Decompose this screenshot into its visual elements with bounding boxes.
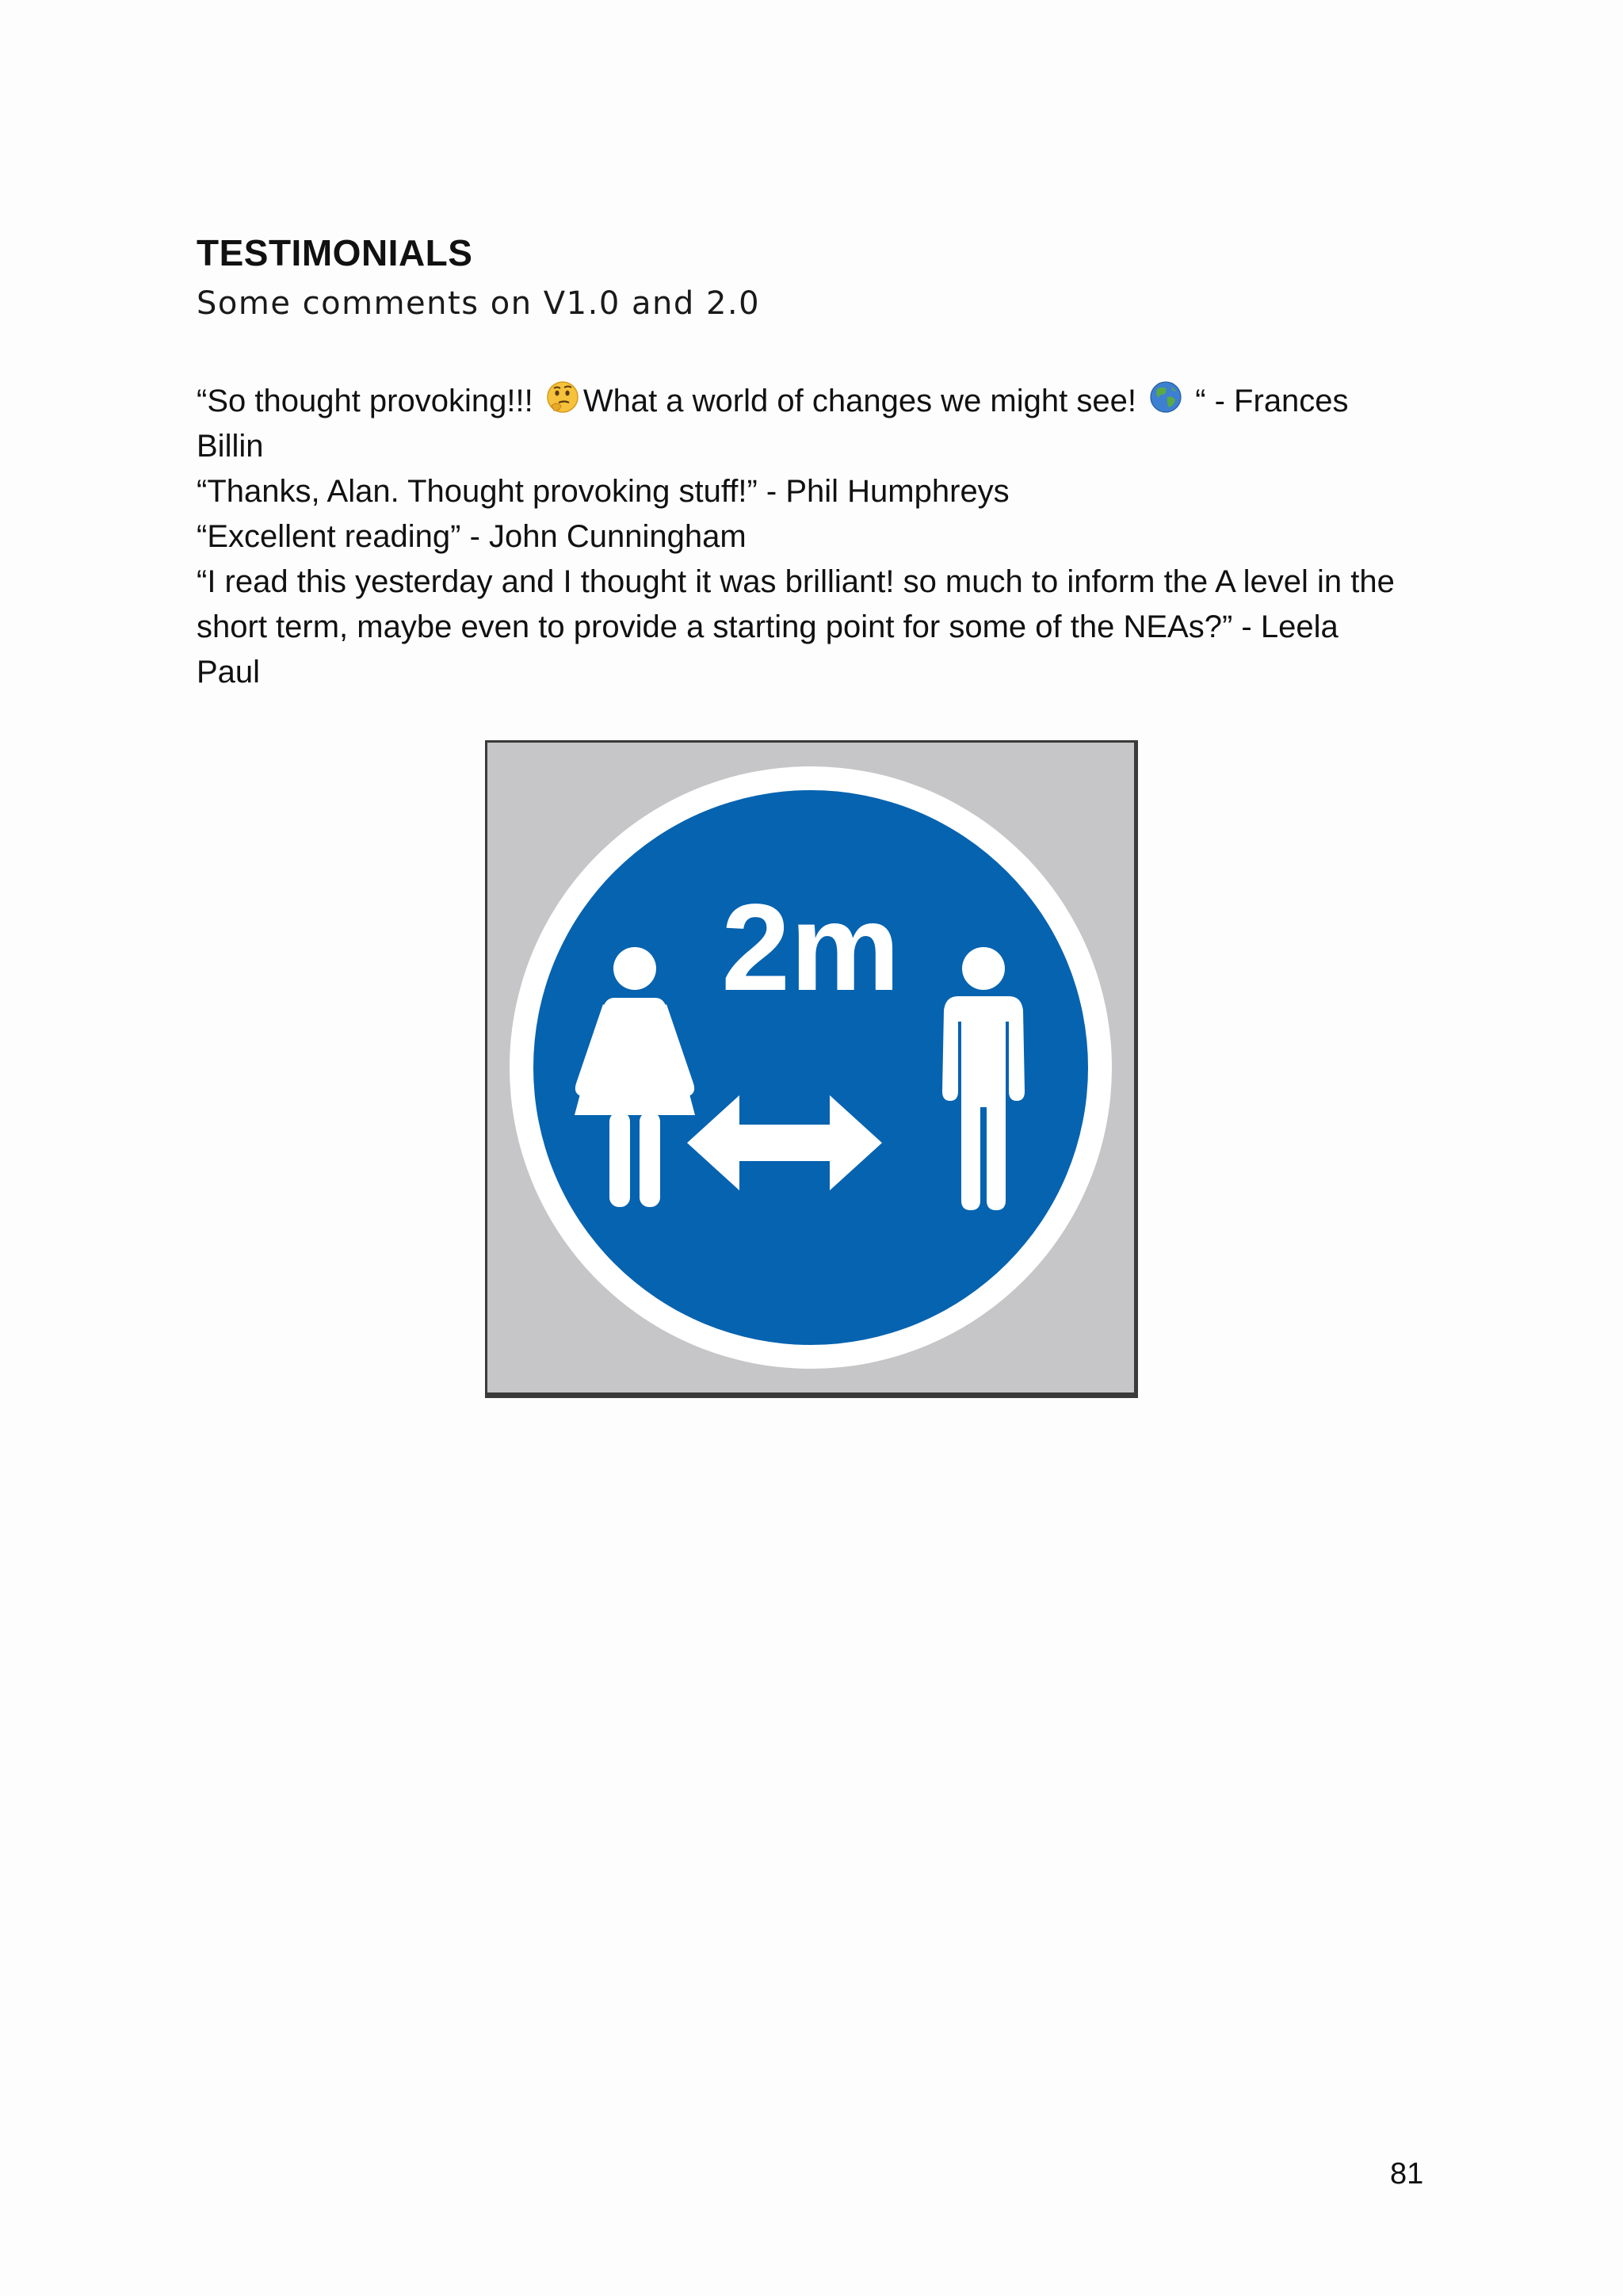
social-distancing-sign xyxy=(485,740,1138,1398)
testimonial-item: “I read this yesterday and I thought it was brilliant! so much to inform the A level in the short term, maybe even to provide a starting point for some of the NEAs?” - Leela Paul xyxy=(197,564,1395,690)
page-number: 81 xyxy=(1390,2157,1424,2191)
testimonial-item: “Thanks, Alan. Thought provoking stuff!” - Phil Humphreys xyxy=(197,474,1010,509)
sign-graphic xyxy=(487,743,1134,1392)
testimonial-text: “So thought provoking!!! xyxy=(197,384,542,418)
thinking-face-icon xyxy=(545,380,580,415)
page-heading: TESTIMONIALS xyxy=(197,232,473,273)
testimonial-text: “ - Frances Billin xyxy=(197,384,1349,464)
sign-label: 2m xyxy=(721,879,900,1017)
testimonial-item: “Excellent reading” - John Cunningham xyxy=(197,519,747,554)
testimonial-text: What a world of changes we might see! xyxy=(582,384,1146,418)
globe-icon xyxy=(1148,380,1183,415)
testimonials-list xyxy=(197,379,1401,695)
testimonial-item xyxy=(197,379,1401,469)
page-subheading: Some comments on V1.0 and 2.0 xyxy=(197,285,761,322)
